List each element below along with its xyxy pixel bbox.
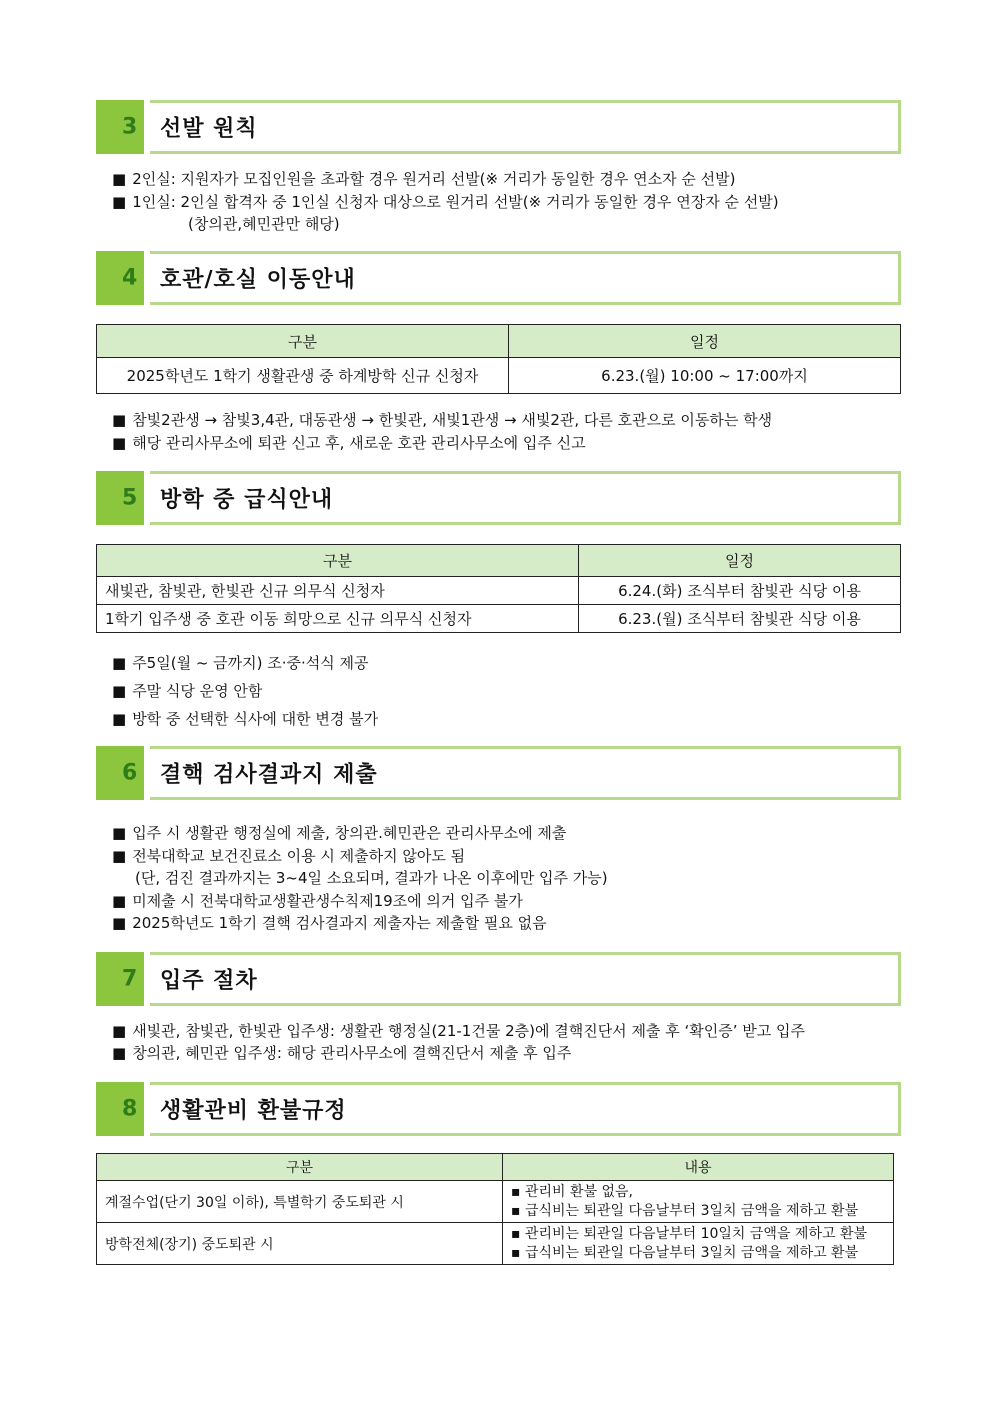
table-row: [97, 1181, 894, 1223]
section-number: 3: [122, 114, 138, 140]
section-header-5: [96, 471, 901, 525]
section-header-7: [96, 952, 901, 1006]
cell-line: ▪ 급식비는 퇴관일 다음날부터 3일치 금액을 제하고 환불: [511, 1244, 859, 1261]
section-title: 방학 중 급식안내: [160, 487, 334, 513]
bullet-icon: ■: [112, 434, 127, 452]
bullet-icon: ■: [112, 892, 127, 910]
list-item: ■ 2025학년도 1학기 결핵 검사결과지 제출자는 제출할 필요 없음: [112, 914, 547, 932]
table-cell: 새빛관, 참빛관, 한빛관 신규 의무식 신청자: [97, 577, 579, 605]
section-number: 6: [122, 760, 138, 786]
table-row: [97, 577, 901, 605]
table-cell: 1학기 입주생 중 호관 이동 희망으로 신규 의무식 신청자: [97, 605, 579, 633]
section-title: 입주 절차: [160, 968, 258, 994]
section-header-4: [96, 251, 901, 305]
bullet-icon: ▪: [511, 1183, 521, 1200]
table-header: 구분: [97, 1154, 503, 1181]
bullet-icon: ▪: [511, 1225, 521, 1242]
table-cell: 6.23.(월) 조식부터 참빛관 식당 이용: [579, 605, 901, 633]
bullet-icon: ▪: [511, 1244, 521, 1261]
table-row: [97, 358, 901, 394]
bullet-icon: ■: [112, 654, 127, 672]
section-number: 5: [122, 485, 138, 511]
bullet-icon: ■: [112, 847, 127, 865]
list-item: ■ 전북대학교 보건진료소 이용 시 제출하지 않아도 됨: [112, 847, 466, 865]
section-title: 생활관비 환불규정: [160, 1098, 347, 1124]
list-item: ■ 1인실: 2인실 합격자 중 1인실 신청자 대상으로 원거리 선발(※ 거리가 동일한 경우 연장자 순 선발): [112, 193, 779, 211]
bullet-icon: ■: [112, 824, 127, 842]
section-header-6: [96, 746, 901, 800]
table-cell: 6.24.(화) 조식부터 참빛관 식당 이용: [579, 577, 901, 605]
list-item: ■ 해당 관리사무소에 퇴관 신고 후, 새로운 호관 관리사무소에 입주 신고: [112, 434, 586, 452]
table-row: [97, 1223, 894, 1265]
refund-table: [96, 1153, 894, 1265]
bullet-icon: ■: [112, 411, 127, 429]
table-cell: 방학전체(장기) 중도퇴관 시: [97, 1223, 503, 1265]
section-title: 호관/호실 이동안내: [160, 267, 356, 293]
table-cell: [503, 1181, 894, 1223]
list-item: ■ 미제출 시 전북대학교생활관생수칙제19조에 의거 입주 불가: [112, 892, 523, 910]
table-cell: [503, 1223, 894, 1265]
table-cell: 2025학년도 1학기 생활관생 중 하계방학 신규 신청자: [97, 358, 509, 394]
bullet-icon: ■: [112, 193, 127, 211]
list-item: ■ 2인실: 지원자가 모집인원을 초과할 경우 원거리 선발(※ 거리가 동일한 경우 연소자 순 선발): [112, 170, 736, 188]
section-header-8: [96, 1082, 901, 1136]
table-header: 구분: [97, 325, 509, 358]
list-item-continuation: (단, 검진 결과까지는 3~4일 소요되며, 결과가 나온 이후에만 입주 가능): [135, 869, 608, 887]
bullet-icon: ■: [112, 710, 127, 728]
list-item: ■ 방학 중 선택한 식사에 대한 변경 불가: [112, 710, 379, 728]
table-header: 일정: [509, 325, 901, 358]
list-item: ■ 입주 시 생활관 행정실에 제출, 창의관.혜민관은 관리사무소에 제출: [112, 824, 567, 842]
section-header-3: [96, 100, 901, 154]
section-title: 결핵 검사결과지 제출: [160, 762, 378, 788]
table-cell: 6.23.(월) 10:00 ~ 17:00까지: [509, 358, 901, 394]
table-row: [97, 605, 901, 633]
table-header: 내용: [503, 1154, 894, 1181]
cell-line: ▪ 급식비는 퇴관일 다음날부터 3일치 금액을 제하고 환불: [511, 1202, 859, 1219]
meal-schedule-table: [96, 544, 901, 633]
cell-line: ▪ 관리비는 퇴관일 다음날부터 10일치 금액을 제하고 환불: [511, 1225, 867, 1242]
list-item-continuation: (창의관,혜민관만 해당): [188, 215, 340, 233]
list-item: ■ 참빛2관생 → 참빛3,4관, 대동관생 → 한빛관, 새빛1관생 → 새빛2관, 다른 호관으로 이동하는 학생: [112, 411, 773, 429]
section-title: 선발 원칙: [160, 116, 258, 142]
move-schedule-table: [96, 324, 901, 394]
bullet-icon: ▪: [511, 1202, 521, 1219]
list-item: ■ 새빛관, 참빛관, 한빛관 입주생: 생활관 행정실(21-1건물 2층)에 결핵진단서 제출 후 ‘확인증’ 받고 입주: [112, 1022, 805, 1040]
table-header: 구분: [97, 545, 579, 577]
bullet-icon: ■: [112, 1022, 127, 1040]
table-header: 일정: [579, 545, 901, 577]
list-item: ■ 주5일(월 ~ 금까지) 조·중·석식 제공: [112, 654, 369, 672]
bullet-icon: ■: [112, 914, 127, 932]
table-cell: 계절수업(단기 30일 이하), 특별학기 중도퇴관 시: [97, 1181, 503, 1223]
cell-line: ▪ 관리비 환불 없음,: [511, 1183, 633, 1200]
list-item: ■ 주말 식당 운영 안함: [112, 682, 263, 700]
bullet-icon: ■: [112, 170, 127, 188]
bullet-icon: ■: [112, 682, 127, 700]
section-number: 8: [122, 1096, 138, 1122]
section-number: 4: [122, 265, 138, 291]
section-number: 7: [122, 966, 138, 992]
list-item: ■ 창의관, 혜민관 입주생: 해당 관리사무소에 결핵진단서 제출 후 입주: [112, 1044, 572, 1062]
bullet-icon: ■: [112, 1044, 127, 1062]
